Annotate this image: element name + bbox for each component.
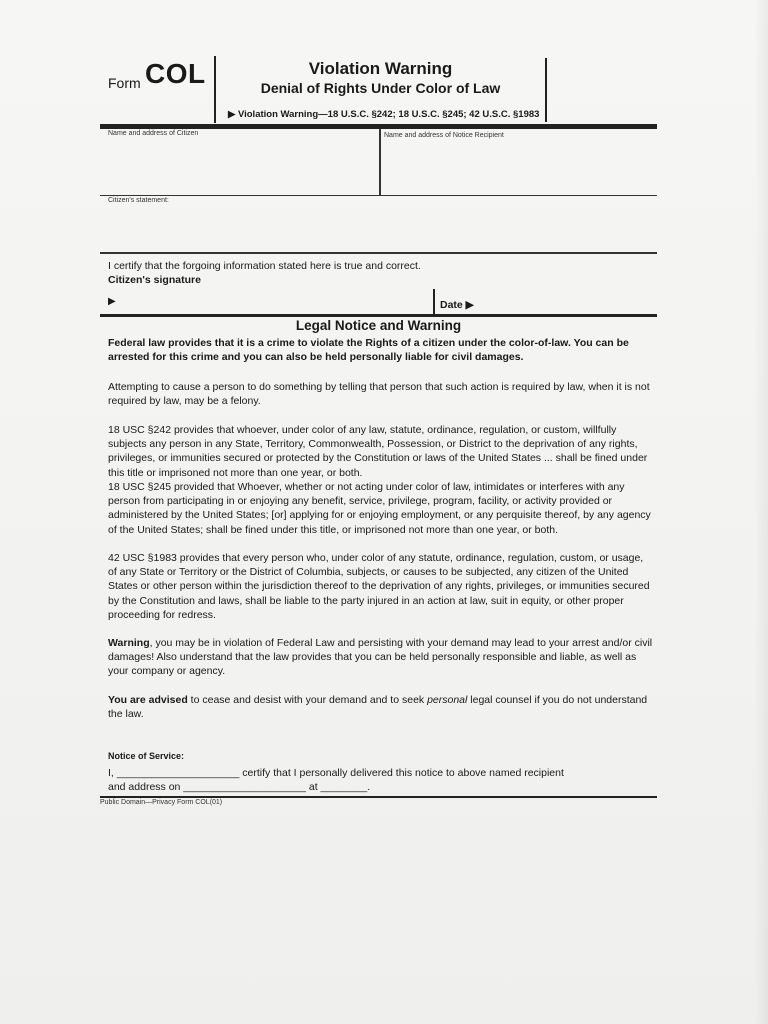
- statement-rule: [100, 252, 657, 254]
- usc-242-paragraph: 18 USC §242 provides that whoever, under color of any law, statute, ordinance, regulation, or custom, willfully subjects any person in any State, Territory, Commonwealth, Possession, or District to the deprivation of any rights, privileges, or immunities secured or protected by the Constitution or laws of the United States ... shall be fined under this title or imprisoned not more than one year, or both.: [108, 424, 648, 479]
- form-title: Violation Warning: [308, 59, 453, 78]
- page-edge-shadow: [754, 0, 768, 1024]
- field-divider: [379, 129, 381, 196]
- advised-paragraph: [108, 693, 654, 721]
- citizen-statement-field[interactable]: Citizen's statement:: [108, 197, 169, 204]
- usc-1983-paragraph: 42 USC §1983 provides that every person who, under color of any statute, ordinance, regulation, custom, or usage, of any State or Territory or the District of Columbia, subjects, or causes to be subjected, any citizen of the United States or other person within the jurisdiction thereof to the deprivation of any rights, privileges, or immunities secured by the Constitution and laws, shall be liable to the party injured in an action at law, suit in equity, or other proper proceeding for redress.: [108, 552, 650, 621]
- notice-line-2[interactable]: and address on _____________________ at ________.: [108, 781, 371, 793]
- warning-lead: Warning: [108, 637, 150, 649]
- signature-field[interactable]: ▶: [108, 296, 116, 307]
- legal-notice-title: Legal Notice and Warning: [295, 318, 462, 333]
- form-label: Form: [108, 75, 141, 91]
- signature-label: Citizen's signature: [108, 274, 201, 286]
- form-code: COL: [145, 58, 206, 89]
- advised-italic: personal: [427, 694, 468, 706]
- recipient-name-address-field[interactable]: Name and address of Notice Recipient: [384, 132, 504, 139]
- advised-lead: You are advised: [108, 694, 188, 706]
- footer-text: Public Domain—Privacy Form COL(01): [100, 799, 223, 806]
- advised-mid: to cease and desist with your demand and to seek: [187, 694, 428, 706]
- notice-of-service-label: Notice of Service:: [108, 751, 185, 761]
- date-field[interactable]: Date ▶: [440, 299, 474, 311]
- footer-rule: [100, 796, 657, 798]
- attempt-paragraph: Attempting to cause a person to do something by telling that person that such action is required by law, when it is not required by law, may be a felony.: [108, 381, 650, 408]
- warning-body: , you may be in violation of Federal Law and persisting with your demand may lead to your arrest and/or civil damages! Also understand that the law provides that you can be held personally responsible and liable, as well as your company or agency.: [108, 637, 653, 678]
- legal-intro-paragraph: Federal law provides that it is a crime to violate the Rights of a citizen under the color-of-law. You can be arrested for this crime and you can also be held personally liable for civil damages.: [108, 337, 629, 364]
- date-divider: [433, 289, 435, 315]
- header-divider-right: [545, 58, 547, 122]
- warning-paragraph: [108, 636, 654, 679]
- signature-rule: [100, 314, 657, 317]
- certify-text: I certify that the forgoing information stated here is true and correct.: [108, 260, 421, 272]
- citizen-name-address-field[interactable]: Name and address of Citizen: [108, 130, 199, 137]
- statute-reference: ▶ Violation Warning—18 U.S.C. §242; 18 U.S.C. §245; 42 U.S.C. §1983: [228, 109, 540, 120]
- notice-line-1[interactable]: I, _____________________ certify that I personally delivered this notice to above named recipient: [108, 767, 564, 779]
- form-subtitle: Denial of Rights Under Color of Law: [260, 80, 501, 96]
- fields-rule: [100, 195, 657, 196]
- advised-end: legal counsel if you do not understand the law.: [108, 694, 648, 721]
- usc-245-paragraph: 18 USC §245 provided that Whoever, whether or not acting under color of law, intimidates or interferes with any person from participating in or enjoying any benefit, service, privilege, program, facility, or activity provided or administered by the United States; [or] applying for or enjoying employment, or any perquisite thereof, by any agency of the United States; shall be fined under this title, or imprisoned not more than one year, or both.: [108, 481, 651, 536]
